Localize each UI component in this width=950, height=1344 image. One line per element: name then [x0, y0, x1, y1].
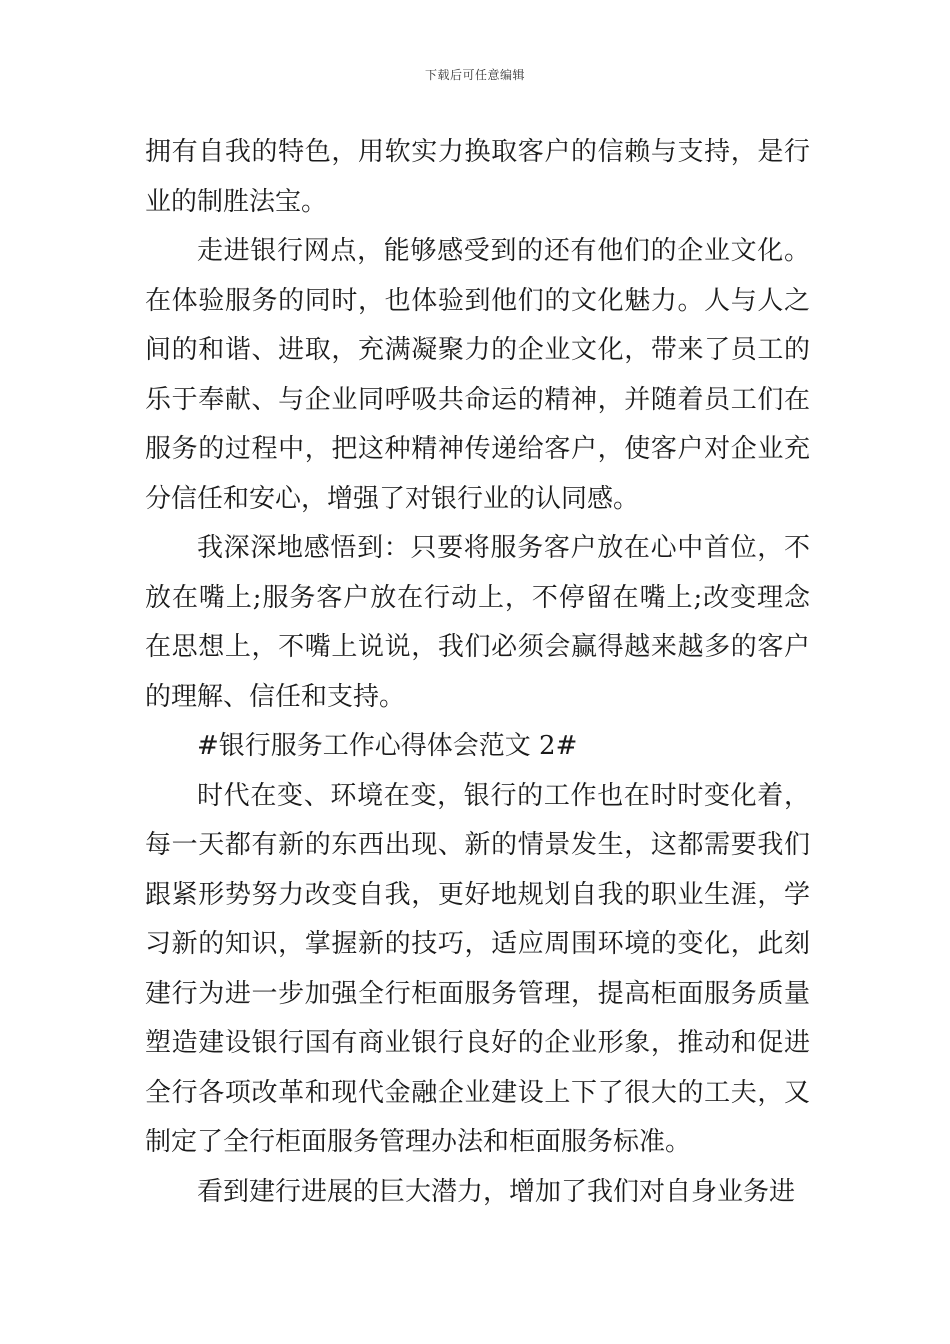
page-header: 下载后可任意编辑	[424, 68, 525, 82]
section-heading: #银行服务工作心得体会范文 2#	[197, 731, 578, 761]
paragraph: 拥有自我的特色，用软实力换取客户的信赖与支持，是行业的制胜法宝。	[145, 137, 810, 217]
document-body	[145, 128, 810, 1217]
paragraph: 看到建行进展的巨大潜力，增加了我们对自身业务进	[197, 1176, 796, 1207]
paragraph: 我深深地感悟到：只要将服务客户放在心中首位，不放在嘴上;服务客户放在行动上，不停留在嘴上;改变理念在思想上，不嘴上说说，我们必须会赢得越来越多的客户的理解、信任和支持。	[145, 533, 810, 712]
paragraph: 时代在变、环境在变，银行的工作也在时时变化着，每一天都有新的东西出现、新的情景发生，这都需要我们跟紧形势努力改变自我，更好地规划自我的职业生涯，学习新的知识，掌握新的技巧，适应周围环境的变化，此刻建行为进一步加强全行柜面服务管理，提高柜面服务质量塑造建设银行国有商业银行良好的企业形象，推动和促进全行各项改革和现代金融企业建设上下了很大的工夫，又制定了全行柜面服务管理办法和柜面服务标准。	[145, 780, 810, 1157]
paragraph: 走进银行网点，能够感受到的还有他们的企业文化。在体验服务的同时，也体验到他们的文化魅力。人与人之间的和谐、进取，充满凝聚力的企业文化，带来了员工的乐于奉献、与企业同呼吸共命运的精神，并随着员工们在服务的过程中，把这种精神传递给客户，使客户对企业充分信任和安心，增强了对银行业的认同感。	[145, 236, 810, 514]
